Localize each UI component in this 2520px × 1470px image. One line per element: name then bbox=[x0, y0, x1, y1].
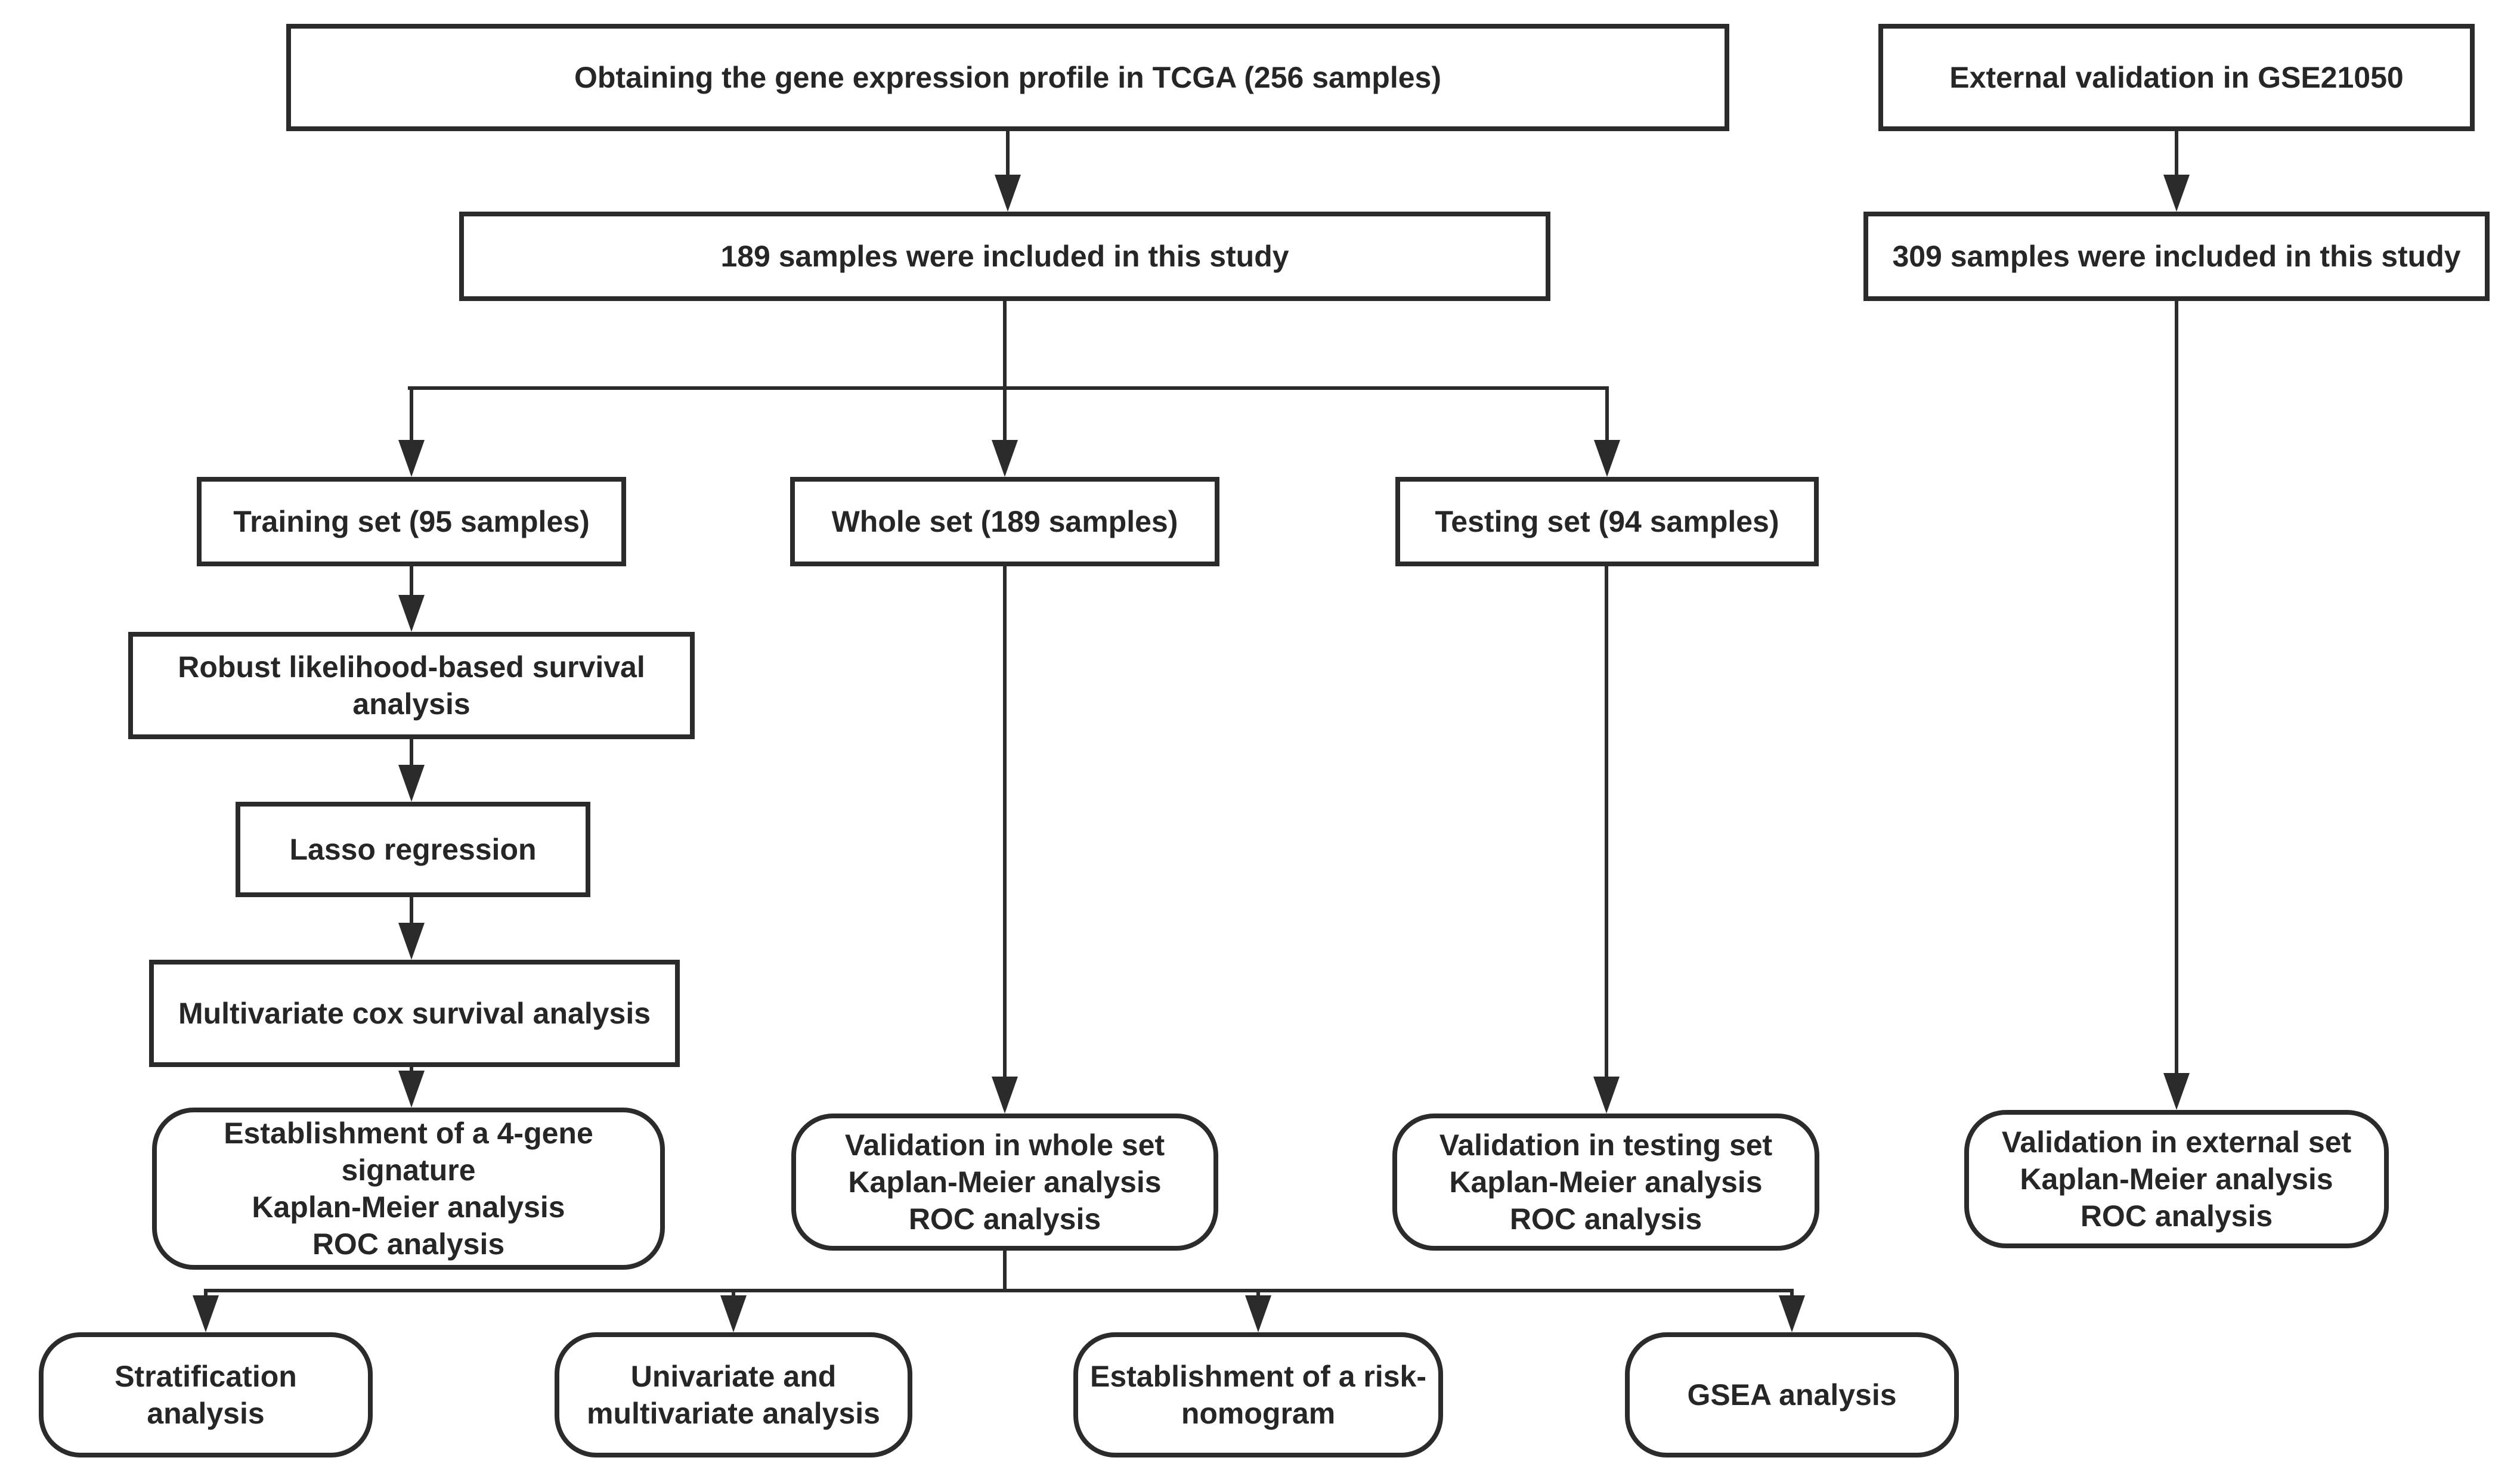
connector-branch-to-gsea-arrowhead bbox=[1779, 1295, 1805, 1332]
node-validation-whole-line3: ROC analysis bbox=[908, 1202, 1101, 1236]
node-validation-external-line3: ROC analysis bbox=[2080, 1199, 2273, 1233]
connector-branch-to-nomogram-arrowhead bbox=[1245, 1295, 1271, 1332]
node-robust-likelihood: Robust likelihood-based survival analysis bbox=[128, 632, 695, 739]
connector-tcga-to-189-line bbox=[1006, 131, 1010, 175]
connector-309-to-validation-arrowhead bbox=[2163, 1073, 2190, 1110]
node-testing-set: Testing set (94 samples) bbox=[1395, 477, 1819, 566]
connector-validation-branch-stem bbox=[1003, 1251, 1007, 1292]
node-gsea-analysis: GSEA analysis bbox=[1625, 1332, 1959, 1457]
node-multivariate-cox: Multivariate cox survival analysis bbox=[149, 960, 680, 1067]
node-validation-testing bbox=[1392, 1114, 1819, 1251]
connector-lasso-to-multicox-line bbox=[410, 897, 413, 923]
connector-309-to-validation-line bbox=[2175, 301, 2178, 1073]
connector-branch-to-testing-line bbox=[1605, 386, 1609, 440]
node-4gene-signature bbox=[152, 1108, 665, 1270]
connector-lasso-to-multicox-arrowhead bbox=[398, 923, 425, 960]
node-validation-whole-line2: Kaplan-Meier analysis bbox=[848, 1165, 1162, 1199]
node-4gene-signature-line2: Kaplan-Meier analysis bbox=[252, 1190, 565, 1224]
connector-whole-to-validation-line bbox=[1003, 566, 1007, 1077]
node-validation-testing-line1: Validation in testing set bbox=[1439, 1128, 1773, 1162]
connector-branch-to-training-arrowhead bbox=[398, 440, 425, 477]
connector-branch-to-whole-arrowhead bbox=[992, 440, 1018, 477]
node-risk-nomogram: Establishment of a risk-nomogram bbox=[1073, 1332, 1443, 1457]
node-189-samples: 189 samples were included in this study bbox=[459, 212, 1550, 301]
node-309-samples: 309 samples were included in this study bbox=[1863, 212, 2490, 301]
node-tcga-source: Obtaining the gene expression profile in TCGA (256 samples) bbox=[286, 24, 1729, 131]
node-whole-set: Whole set (189 samples) bbox=[790, 477, 1219, 566]
connector-whole-to-validation-arrowhead bbox=[992, 1077, 1018, 1114]
node-lasso-regression: Lasso regression bbox=[236, 802, 590, 897]
node-external-validation-source: External validation in GSE21050 bbox=[1878, 24, 2475, 131]
connector-189-branch-stem bbox=[1003, 301, 1007, 390]
node-4gene-signature-line1: Establishment of a 4-gene signature bbox=[224, 1117, 593, 1187]
connector-validation-branch-bar bbox=[204, 1289, 1794, 1292]
connector-testing-to-validation-line bbox=[1605, 566, 1608, 1077]
node-validation-external bbox=[1964, 1110, 2389, 1248]
connector-multicox-to-signature-arrowhead bbox=[398, 1071, 425, 1108]
connector-branch-to-whole-line bbox=[1003, 390, 1007, 440]
node-univariate-multivariate-analysis: Univariate and multivariate analysis bbox=[555, 1332, 912, 1457]
connector-gse-to-309-line bbox=[2175, 131, 2178, 175]
connector-branch-to-testing-arrowhead bbox=[1594, 440, 1620, 477]
node-validation-external-line2: Kaplan-Meier analysis bbox=[2020, 1162, 2333, 1196]
connector-testing-to-validation-arrowhead bbox=[1593, 1077, 1620, 1114]
connector-gse-to-309-arrowhead bbox=[2163, 175, 2190, 212]
node-validation-external-line1: Validation in external set bbox=[2001, 1125, 2352, 1159]
connector-branch-to-training-line bbox=[410, 386, 413, 440]
connector-robust-to-lasso-arrowhead bbox=[398, 765, 425, 802]
connector-training-to-robust-line bbox=[410, 566, 413, 595]
connector-branch-to-univariate-arrowhead bbox=[720, 1295, 747, 1332]
node-validation-testing-line3: ROC analysis bbox=[1509, 1202, 1702, 1236]
connector-robust-to-lasso-line bbox=[410, 739, 413, 765]
connector-tcga-to-189-arrowhead bbox=[995, 175, 1021, 212]
node-training-set: Training set (95 samples) bbox=[197, 477, 626, 566]
connector-training-to-robust-arrowhead bbox=[398, 595, 425, 632]
node-validation-whole-line1: Validation in whole set bbox=[844, 1128, 1165, 1162]
connector-branch-to-stratification-arrowhead bbox=[193, 1295, 219, 1332]
node-4gene-signature-line3: ROC analysis bbox=[312, 1227, 505, 1261]
node-stratification-analysis: Stratification analysis bbox=[39, 1332, 373, 1457]
node-validation-whole bbox=[791, 1114, 1218, 1251]
node-validation-testing-line2: Kaplan-Meier analysis bbox=[1449, 1165, 1763, 1199]
connector-189-branch-bar bbox=[408, 386, 1609, 390]
